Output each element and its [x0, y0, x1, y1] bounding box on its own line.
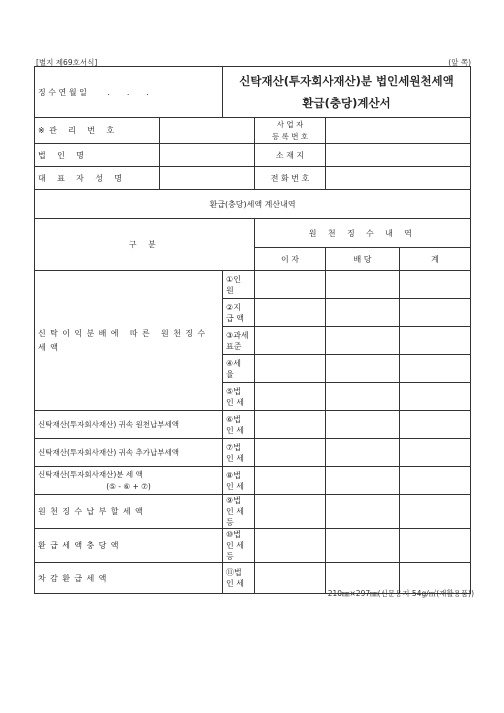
row8-item: ⑧법 인 세	[223, 467, 255, 495]
biz-reg-line-1: 사 업 자	[276, 119, 304, 129]
row3-interest[interactable]	[255, 327, 326, 355]
row7-item: ⑦법 인 세	[223, 439, 255, 467]
dividend-header: 배 당	[326, 248, 400, 271]
row6-total[interactable]	[400, 411, 471, 439]
row5-dividend[interactable]	[326, 383, 400, 411]
row7-label: 신탁재산(투자회사재산) 귀속 추가납부세액	[35, 439, 223, 467]
row4-dividend[interactable]	[326, 355, 400, 383]
row2-item: ②지 급 액	[223, 299, 255, 327]
total-header: 계	[400, 248, 471, 271]
row10-label: 환급세액충당액	[35, 529, 223, 563]
row8-label-line-1: 신탁재산(투자회사재산)분 세 액	[38, 469, 143, 479]
row8-dividend[interactable]	[326, 467, 400, 495]
row8-label	[35, 467, 223, 495]
row3-dividend[interactable]	[326, 327, 400, 355]
row11-interest[interactable]	[255, 563, 326, 594]
page-side: (앞 쪽)	[448, 58, 471, 67]
row11-item: ⑪법 인 세	[223, 563, 255, 594]
row6-interest[interactable]	[255, 411, 326, 439]
rep-name-field[interactable]	[160, 167, 255, 190]
row10-item: ⑩법 인 세 등	[223, 529, 255, 563]
mgmt-no-label: ※관 리 번 호	[35, 118, 160, 144]
row1-dividend[interactable]	[326, 271, 400, 299]
row7-dividend[interactable]	[326, 439, 400, 467]
row10-total[interactable]	[400, 529, 471, 563]
row9-interest[interactable]	[255, 495, 326, 529]
row4-item: ④세 율	[223, 355, 255, 383]
refund-calculation-form	[34, 66, 471, 594]
collection-date-cell[interactable]	[35, 67, 223, 118]
row6-dividend[interactable]	[326, 411, 400, 439]
address-field[interactable]	[326, 144, 471, 167]
form-title	[223, 67, 471, 118]
row6-item: ⑥법 인 세	[223, 411, 255, 439]
row1-total[interactable]	[400, 271, 471, 299]
row2-dividend[interactable]	[326, 299, 400, 327]
row3-item: ③과세표준	[223, 327, 255, 355]
row1-interest[interactable]	[255, 271, 326, 299]
row4-total[interactable]	[400, 355, 471, 383]
row8-total[interactable]	[400, 467, 471, 495]
row4-interest[interactable]	[255, 355, 326, 383]
title-line-1: 신탁재산(투자회사재산)분 법인세원천세액	[239, 74, 454, 88]
address-label: 소 재 지	[255, 144, 326, 167]
corp-name-label: 법 인 명	[35, 144, 160, 167]
biz-reg-label	[255, 118, 326, 144]
row10-interest[interactable]	[255, 529, 326, 563]
row2-interest[interactable]	[255, 299, 326, 327]
row7-total[interactable]	[400, 439, 471, 467]
category-header: 구 분	[35, 219, 255, 271]
interest-header: 이 자	[255, 248, 326, 271]
mgmt-no-field[interactable]	[160, 118, 255, 144]
corp-name-field[interactable]	[160, 144, 255, 167]
row9-item: ⑨법 인 세 등	[223, 495, 255, 529]
row8-interest[interactable]	[255, 467, 326, 495]
row5-total[interactable]	[400, 383, 471, 411]
collection-date-label: 징 수 연 월 일	[38, 87, 87, 97]
phone-label: 전 화 번 호	[255, 167, 326, 190]
row1-item: ①인 원	[223, 271, 255, 299]
biz-reg-line-2: 등 록 번 호	[271, 131, 309, 141]
row11-label: 차감환급세액	[35, 563, 223, 594]
phone-field[interactable]	[326, 167, 471, 190]
row9-dividend[interactable]	[326, 495, 400, 529]
row8-label-line-2: (⑤ - ⑥ + ⑦)	[106, 481, 151, 491]
row9-total[interactable]	[400, 495, 471, 529]
row9-label: 원천징수납부할세액	[35, 495, 223, 529]
title-line-2: 환급(충당)계산서	[302, 96, 391, 110]
paper-spec: 210㎜×297㎜(신문용지 54g/㎡(재활용품))	[327, 589, 474, 598]
row6-label: 신탁재산(투자회사재산) 귀속 원천납부세액	[35, 411, 223, 439]
group1-label: 신탁이익분배에 따른 원천징수세액	[35, 271, 223, 411]
row3-total[interactable]	[400, 327, 471, 355]
withholding-header: 원 천 징 수 내 역	[255, 219, 471, 248]
biz-reg-field[interactable]	[326, 118, 471, 144]
rep-name-label: 대 표 자 성 명	[35, 167, 160, 190]
section-title: 환급(충당)세액 계산내역	[35, 190, 471, 219]
row7-interest[interactable]	[255, 439, 326, 467]
row10-dividend[interactable]	[326, 529, 400, 563]
collection-date-dots: . . .	[107, 87, 157, 97]
row2-total[interactable]	[400, 299, 471, 327]
row5-item: ⑤법 인 세	[223, 383, 255, 411]
form-number: [별지 제69호서식]	[36, 58, 98, 67]
row5-interest[interactable]	[255, 383, 326, 411]
